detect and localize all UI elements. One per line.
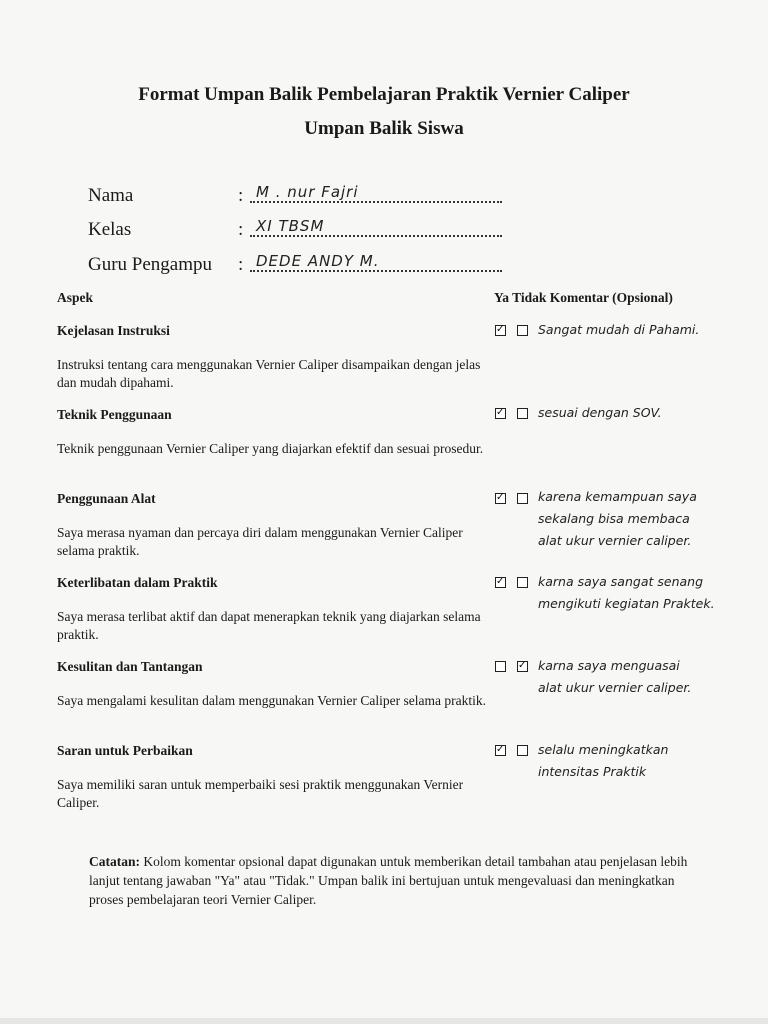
item-title: Kesulitan dan Tantangan	[57, 659, 203, 674]
identity-row-nama	[88, 181, 428, 209]
ya-checkbox[interactable]	[495, 325, 506, 336]
comment-line: karena kemampuan saya	[538, 489, 697, 504]
scan-bottom-edge	[0, 1018, 768, 1024]
dotted-line	[250, 235, 502, 237]
column-header-ya-tidak-komentar: Ya Tidak Komentar (Opsional)	[494, 290, 673, 305]
identity-label: Guru Pengampu	[88, 254, 213, 275]
identity-value-handwritten: XI TBSM	[256, 217, 325, 235]
item-description: Instruksi tentang cara menggunakan Vernier Caliper disampaikan dengan jelas dan mudah dipahami.	[57, 357, 481, 390]
dotted-line	[250, 270, 502, 272]
item-title: Penggunaan Alat	[57, 491, 156, 506]
item-title: Saran untuk Perbaikan	[57, 743, 193, 758]
ya-checkbox[interactable]	[495, 661, 506, 672]
identity-value-handwritten: M . nur Fajri	[256, 183, 359, 201]
handwritten-comment	[538, 486, 763, 552]
item-description: Saya merasa nyaman dan percaya diri dalam menggunakan Vernier Caliper selama praktik.	[57, 525, 463, 558]
form-subtitle: Umpan Balik Siswa	[304, 118, 464, 139]
identity-colon: :	[238, 219, 244, 240]
item-description: Saya merasa terlibat aktif dan dapat menerapkan teknik yang diajarkan selama praktik.	[57, 609, 481, 642]
handwritten-comment	[538, 402, 763, 424]
comment-line: karna saya menguasai	[538, 658, 680, 673]
ya-checkbox[interactable]	[495, 745, 506, 756]
comment-line: mengikuti kegiatan Praktek.	[538, 596, 715, 611]
identity-row-kelas	[88, 215, 428, 243]
ya-checkbox[interactable]	[495, 577, 506, 588]
item-description: Teknik penggunaan Vernier Caliper yang diajarkan efektif dan sesuai prosedur.	[57, 441, 484, 456]
identity-row-guru	[88, 250, 428, 278]
handwritten-comment	[538, 571, 763, 615]
identity-colon: :	[238, 185, 244, 206]
tidak-checkbox[interactable]	[517, 493, 528, 504]
handwritten-comment	[538, 655, 763, 699]
identity-label: Kelas	[88, 219, 132, 240]
item-title: Keterlibatan dalam Praktik	[57, 575, 218, 590]
comment-line: alat ukur vernier caliper.	[538, 533, 692, 548]
tidak-checkbox[interactable]	[517, 745, 528, 756]
comment-line: alat ukur vernier caliper.	[538, 680, 692, 695]
note-paragraph	[89, 852, 689, 909]
note-label: Catatan:	[89, 854, 140, 869]
note-text: Kolom komentar opsional dapat digunakan untuk memberikan detail tambahan atau penjelasan lebih lanjut tentang jawaban "Ya" atau "Tidak." Umpan balik ini bertujuan untuk mengevaluasi dan meningkatkan proses pembelajaran teori Vernier Caliper.	[89, 854, 688, 907]
form-title: Format Umpan Balik Pembelajaran Praktik Vernier Caliper	[138, 84, 630, 105]
item-title: Kejelasan Instruksi	[57, 323, 170, 338]
dotted-line	[250, 201, 502, 203]
ya-checkbox[interactable]	[495, 408, 506, 419]
item-description: Saya mengalami kesulitan dalam menggunakan Vernier Caliper selama praktik.	[57, 693, 486, 708]
comment-line: sekalang bisa membaca	[538, 511, 690, 526]
comment-line: intensitas Praktik	[538, 764, 647, 779]
handwritten-comment	[538, 739, 763, 783]
identity-value-handwritten: DEDE ANDY M.	[256, 252, 380, 270]
tidak-checkbox[interactable]	[517, 661, 528, 672]
comment-line: Sangat mudah di Pahami.	[538, 322, 700, 337]
identity-colon: :	[238, 254, 244, 275]
comment-line: sesuai dengan SOV.	[538, 405, 662, 420]
item-description: Saya memiliki saran untuk memperbaiki sesi praktik menggunakan Vernier Caliper.	[57, 777, 464, 810]
tidak-checkbox[interactable]	[517, 325, 528, 336]
ya-checkbox[interactable]	[495, 493, 506, 504]
comment-line: selalu meningkatkan	[538, 742, 669, 757]
handwritten-comment	[538, 319, 763, 341]
tidak-checkbox[interactable]	[517, 577, 528, 588]
column-header-aspek: Aspek	[57, 290, 94, 305]
tidak-checkbox[interactable]	[517, 408, 528, 419]
identity-label: Nama	[88, 185, 134, 206]
comment-line: karna saya sangat senang	[538, 574, 704, 589]
item-title: Teknik Penggunaan	[57, 407, 172, 422]
